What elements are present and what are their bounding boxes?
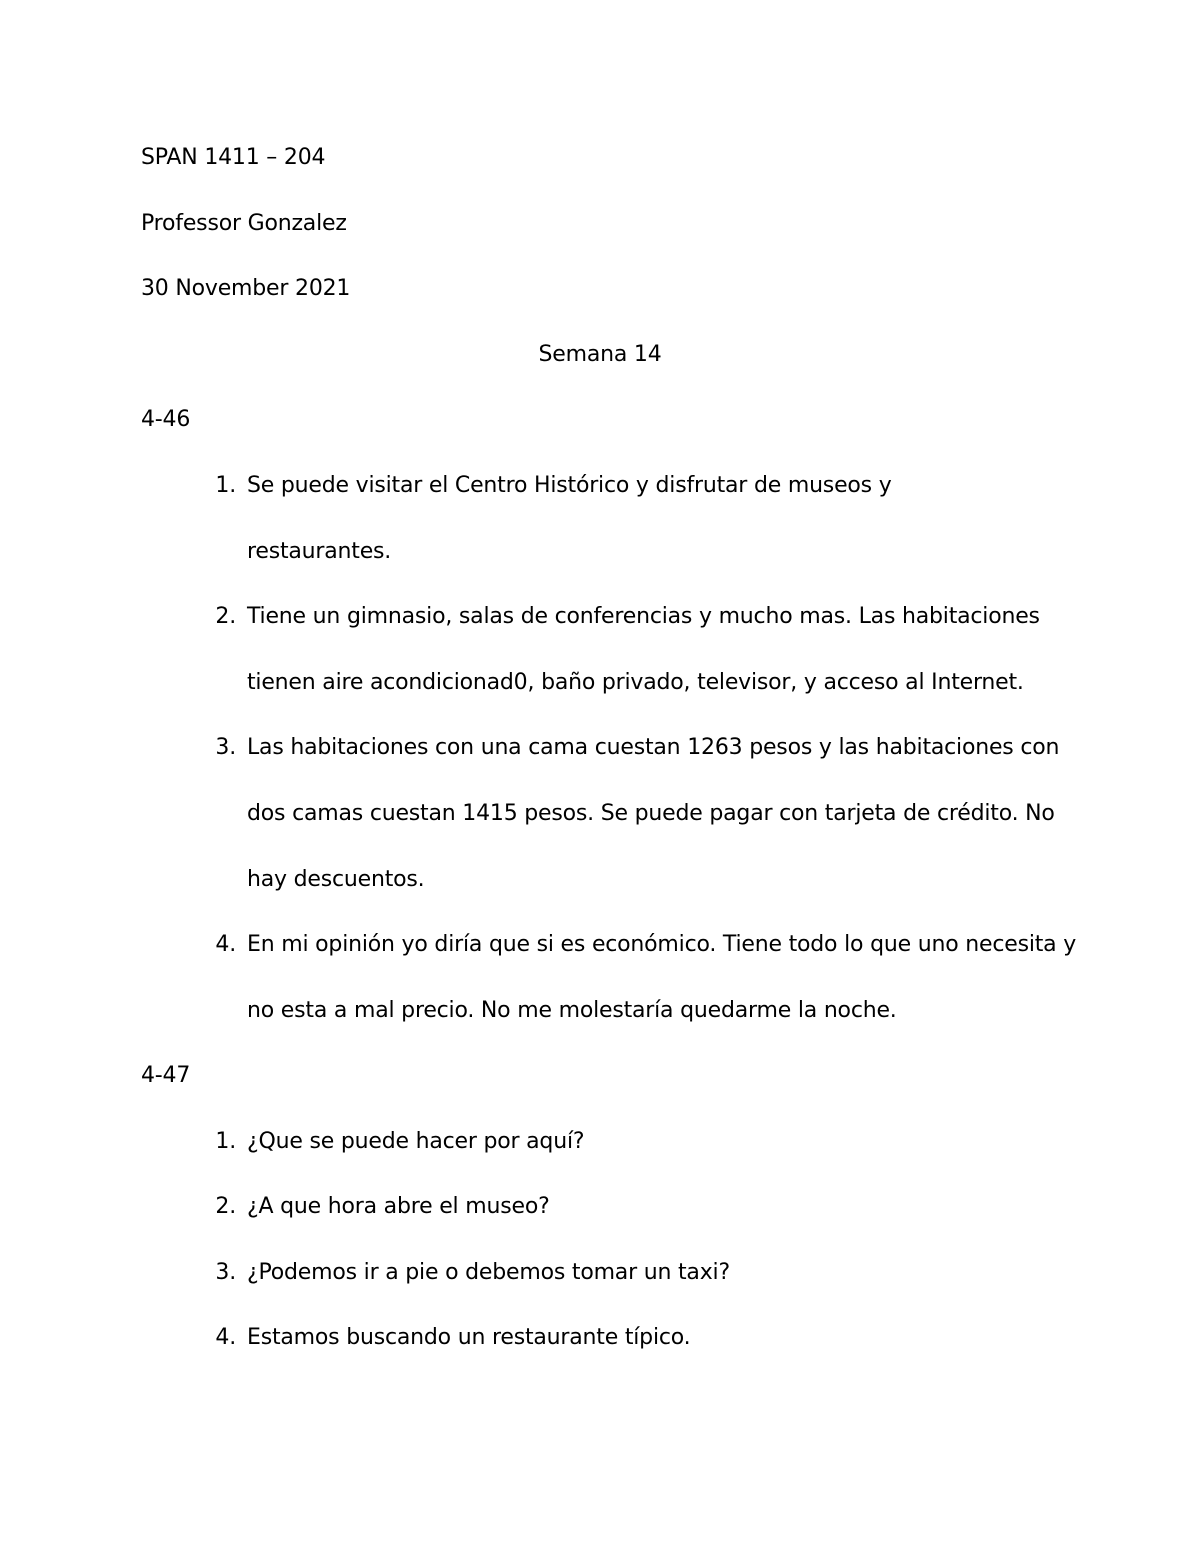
list-number: 3. xyxy=(215,1260,236,1285)
list-item-text: restaurantes. xyxy=(247,539,392,564)
list-item-text: hay descuentos. xyxy=(247,867,425,892)
document-title: Semana 14 xyxy=(538,342,662,367)
section-label: 4-47 xyxy=(141,1063,191,1088)
list-number: 4. xyxy=(215,932,236,957)
list-number: 2. xyxy=(215,1194,236,1219)
list-item-text: Las habitaciones con una cama cuestan 1263 pesos y las habitaciones con xyxy=(247,735,1060,760)
list-number: 4. xyxy=(215,1325,236,1350)
list-item-text: no esta a mal precio. No me molestaría quedarme la noche. xyxy=(247,998,897,1023)
course-line: SPAN 1411 – 204 xyxy=(141,145,326,170)
list-item-text: Estamos buscando un restaurante típico. xyxy=(247,1325,691,1350)
section-label: 4-46 xyxy=(141,407,191,432)
list-number: 2. xyxy=(215,604,236,629)
list-item-text: ¿Podemos ir a pie o debemos tomar un taxi? xyxy=(247,1260,730,1285)
list-number: 1. xyxy=(215,1129,236,1154)
professor-line: Professor Gonzalez xyxy=(141,211,347,236)
list-item-text: Se puede visitar el Centro Histórico y disfrutar de museos y xyxy=(247,473,892,498)
list-item-text: dos camas cuestan 1415 pesos. Se puede pagar con tarjeta de crédito. No xyxy=(247,801,1055,826)
list-item-text: ¿A que hora abre el museo? xyxy=(247,1194,550,1219)
list-item-text: ¿Que se puede hacer por aquí? xyxy=(247,1129,585,1154)
list-item-text: tienen aire acondicionad0, baño privado, televisor, y acceso al Internet. xyxy=(247,670,1024,695)
list-number: 1. xyxy=(215,473,236,498)
date-line: 30 November 2021 xyxy=(141,276,351,301)
list-item-text: En mi opinión yo diría que si es económico. Tiene todo lo que uno necesita y xyxy=(247,932,1077,957)
list-item-text: Tiene un gimnasio, salas de conferencias y mucho mas. Las habitaciones xyxy=(247,604,1040,629)
list-number: 3. xyxy=(215,735,236,760)
